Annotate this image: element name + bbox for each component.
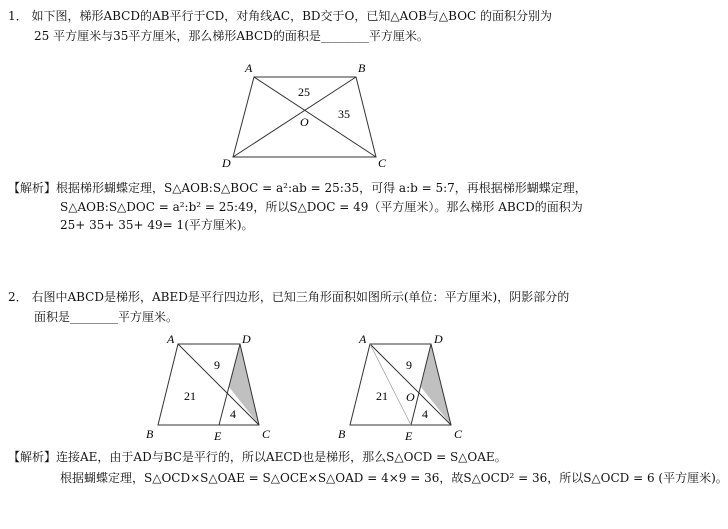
figure-label: A bbox=[359, 332, 367, 346]
figure-label: 4 bbox=[422, 407, 428, 421]
label-o: O bbox=[300, 115, 309, 129]
label-d: D bbox=[222, 156, 231, 170]
q2-right-figure bbox=[338, 332, 463, 443]
label-a: A bbox=[245, 61, 253, 75]
figure-label: B bbox=[146, 427, 154, 441]
area-boc: 35 bbox=[338, 107, 350, 121]
figure-label: A bbox=[167, 332, 175, 346]
q2-solution-line2: 根据蝴蝶定理，S△OCD×S△OAE = S△OCE×S△OAD = 4×9 = 36，故S△OCD² = 36，所以S△OCD = 6 (平方厘米)。 bbox=[60, 471, 728, 485]
diagonal-ac bbox=[254, 77, 376, 157]
figure-label: 21 bbox=[184, 389, 196, 403]
label-b: B bbox=[358, 61, 366, 75]
figure-label: 9 bbox=[214, 358, 220, 372]
figure-label: 4 bbox=[230, 407, 236, 421]
q2-left-figure bbox=[146, 332, 271, 443]
figure-label: 9 bbox=[406, 358, 412, 372]
q2-text-line2: 面积是________平方厘米。 bbox=[34, 310, 179, 324]
q2-solution-line1: 【解析】连接AE，由于AD与BC是平行的，所以AECD也是梯形，那么S△OCD = S△OAE。 bbox=[8, 450, 507, 464]
figure-label: E bbox=[214, 429, 222, 443]
figure-label: C bbox=[262, 427, 271, 441]
q1-solution-line2: S△AOB:S△DOC = a²:b² = 25:49，所以S△DOC = 49（平方厘米）。那么梯形 ABCD的面积为 bbox=[60, 200, 583, 214]
q1-text-line2: 25 平方厘米与35平方厘米，那么梯形ABCD的面积是________平方厘米。 bbox=[34, 29, 429, 43]
figure-label: D bbox=[434, 332, 443, 346]
figure-label: D bbox=[242, 332, 251, 346]
label-c: C bbox=[378, 156, 387, 170]
figure-label: O bbox=[406, 390, 415, 404]
figure-label: E bbox=[405, 429, 413, 443]
figure-label: 21 bbox=[376, 389, 388, 403]
q1-solution-line3: 25+ 35+ 35+ 49= 1(平方厘米)。 bbox=[60, 218, 254, 232]
figure-label: C bbox=[454, 427, 463, 441]
q2-text-line1: 2． 右图中ABCD是梯形，ABED是平行四边形，已知三角形面积如图所示(单位：平方厘米)，阴影部分的 bbox=[8, 290, 570, 304]
q1-solution-line1: 【解析】根据梯形蝴蝶定理，S△AOB:S△BOC = a²:ab = 25:35，可得 a:b = 5:7，再根据梯形蝴蝶定理， bbox=[8, 181, 587, 195]
area-aob: 25 bbox=[298, 85, 310, 99]
figure-label: B bbox=[338, 427, 346, 441]
q1-text-line1: 1． 如下图，梯形ABCD的AB平行于CD，对角线AC，BD交于O，已知△AOB与△BOC 的面积分别为 bbox=[8, 9, 553, 23]
